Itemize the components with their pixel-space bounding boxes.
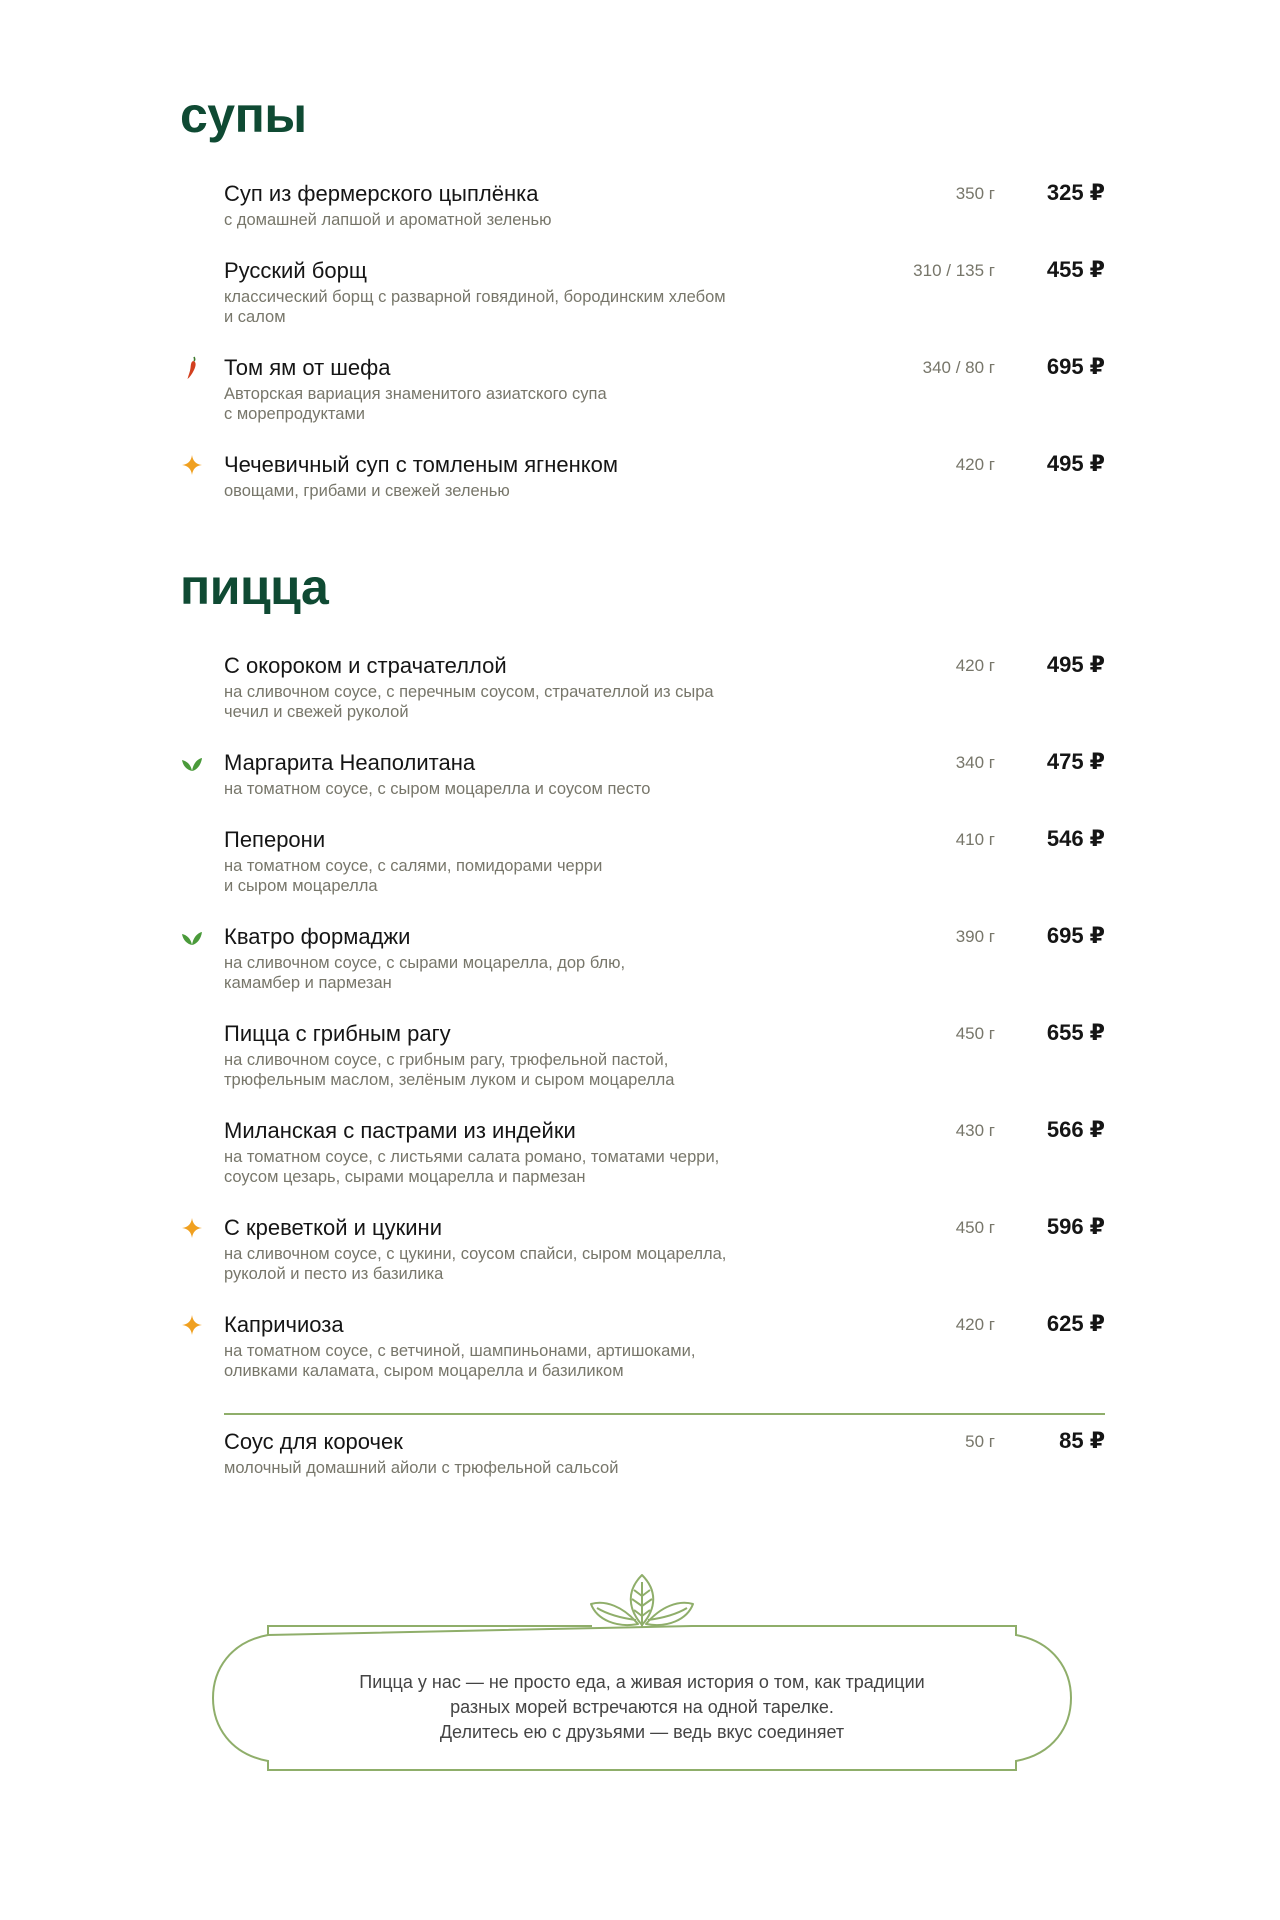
item-name: Суп из фермерского цыплёнка: [224, 181, 539, 206]
item-weight: 310 / 135 г: [913, 261, 995, 280]
quote-text: [319, 1670, 965, 1745]
item-price: 596 ₽: [1046, 1214, 1105, 1239]
section-title-pizza: пицца: [180, 559, 329, 615]
item-price: 475 ₽: [1046, 749, 1105, 774]
item-description: на сливочном соусе, с сырами моцарелла, дор блю, камамбер и пармезан: [224, 954, 626, 992]
item-description: на томатном соусе, с салями, помидорами черри и сыром моцарелла: [224, 857, 603, 895]
section-title-soups: супы: [180, 87, 307, 143]
item-name: Соус для корочек: [224, 1429, 403, 1454]
quote-line: разных морей встречаются на одной тарелке.: [450, 1697, 834, 1717]
chili-pepper-icon: [180, 354, 204, 382]
item-name: С креветкой и цукини: [224, 1215, 442, 1240]
item-price: 495 ₽: [1046, 652, 1105, 677]
item-weight: 450 г: [955, 1218, 995, 1237]
item-name: Пеперони: [224, 827, 326, 852]
item-weight: 340 г: [955, 753, 995, 772]
item-name: Маргарита Неаполитана: [224, 750, 476, 775]
item-name: С окороком и страчателлой: [224, 653, 507, 678]
item-price: 655 ₽: [1046, 1020, 1105, 1045]
item-price: 455 ₽: [1046, 257, 1105, 282]
item-description: на сливочном соусе, с перечным соусом, страчателлой из сыра чечил и свежей руколой: [224, 683, 714, 721]
item-description: на томатном соусе, с ветчиной, шампиньонами, артишоками, оливками каламата, сыром моцарелла и базиликом: [224, 1342, 696, 1380]
item-weight: 50 г: [965, 1432, 995, 1451]
item-weight: 450 г: [955, 1024, 995, 1043]
item-price: 695 ₽: [1046, 354, 1105, 379]
star-icon: [180, 451, 204, 479]
item-weight: 350 г: [955, 184, 995, 203]
item-weight: 390 г: [955, 927, 995, 946]
item-description: на сливочном соусе, с грибным рагу, трюфельной пастой, трюфельным маслом, зелёным луком и сыром моцарелла: [224, 1051, 675, 1089]
item-description: молочный домашний айоли с трюфельной сальсой: [224, 1459, 619, 1477]
item-price: 85 ₽: [1059, 1428, 1105, 1453]
star-icon: [180, 1214, 204, 1242]
item-weight: 410 г: [955, 830, 995, 849]
item-description: на сливочном соусе, с цукини, соусом спайси, сыром моцарелла, руколой и песто из базилика: [224, 1245, 727, 1283]
item-weight: 420 г: [955, 455, 995, 474]
item-description: Авторская вариация знаменитого азиатского супа с морепродуктами: [224, 385, 607, 423]
quote-frame: [209, 1570, 1075, 1790]
item-price: 625 ₽: [1046, 1311, 1105, 1336]
star-icon: [180, 1311, 204, 1339]
item-price: 325 ₽: [1046, 180, 1105, 205]
quote-line: Делитесь ею с друзьями — ведь вкус соединяет: [439, 1722, 845, 1742]
item-description: классический борщ с разварной говядиной, бородинским хлебом и салом: [224, 288, 726, 326]
item-name: Миланская с пастрами из индейки: [224, 1118, 576, 1143]
item-price: 546 ₽: [1046, 826, 1105, 851]
item-description: овощами, грибами и свежей зеленью: [224, 482, 510, 500]
leaf-ornament-icon: [591, 1575, 693, 1628]
item-description: с домашней лапшой и ароматной зеленью: [224, 211, 552, 229]
item-name: Русский борщ: [224, 258, 367, 283]
item-description: на томатном соусе, с сыром моцарелла и соусом песто: [224, 780, 651, 798]
item-name: Чечевичный суп с томленым ягненком: [224, 452, 618, 477]
item-weight: 420 г: [955, 1315, 995, 1334]
item-name: Кватро формаджи: [224, 924, 411, 949]
item-price: 566 ₽: [1046, 1117, 1105, 1142]
item-description: на томатном соусе, с листьями салата романо, томатами черри, соусом цезарь, сырами моцарелла и пармезан: [224, 1148, 720, 1186]
item-price: 695 ₽: [1046, 923, 1105, 948]
leaf-icon: [180, 923, 204, 951]
item-weight: 340 / 80 г: [922, 358, 995, 377]
quote-line: Пицца у нас — не просто еда, а живая история о том, как традиции: [359, 1672, 925, 1692]
item-name: Капричиоза: [224, 1312, 344, 1337]
item-name: Том ям от шефа: [224, 355, 391, 380]
item-weight: 420 г: [955, 656, 995, 675]
item-name: Пицца с грибным рагу: [224, 1021, 451, 1046]
leaf-icon: [180, 749, 204, 777]
item-weight: 430 г: [955, 1121, 995, 1140]
item-price: 495 ₽: [1046, 451, 1105, 476]
section-divider: [224, 1413, 1105, 1415]
